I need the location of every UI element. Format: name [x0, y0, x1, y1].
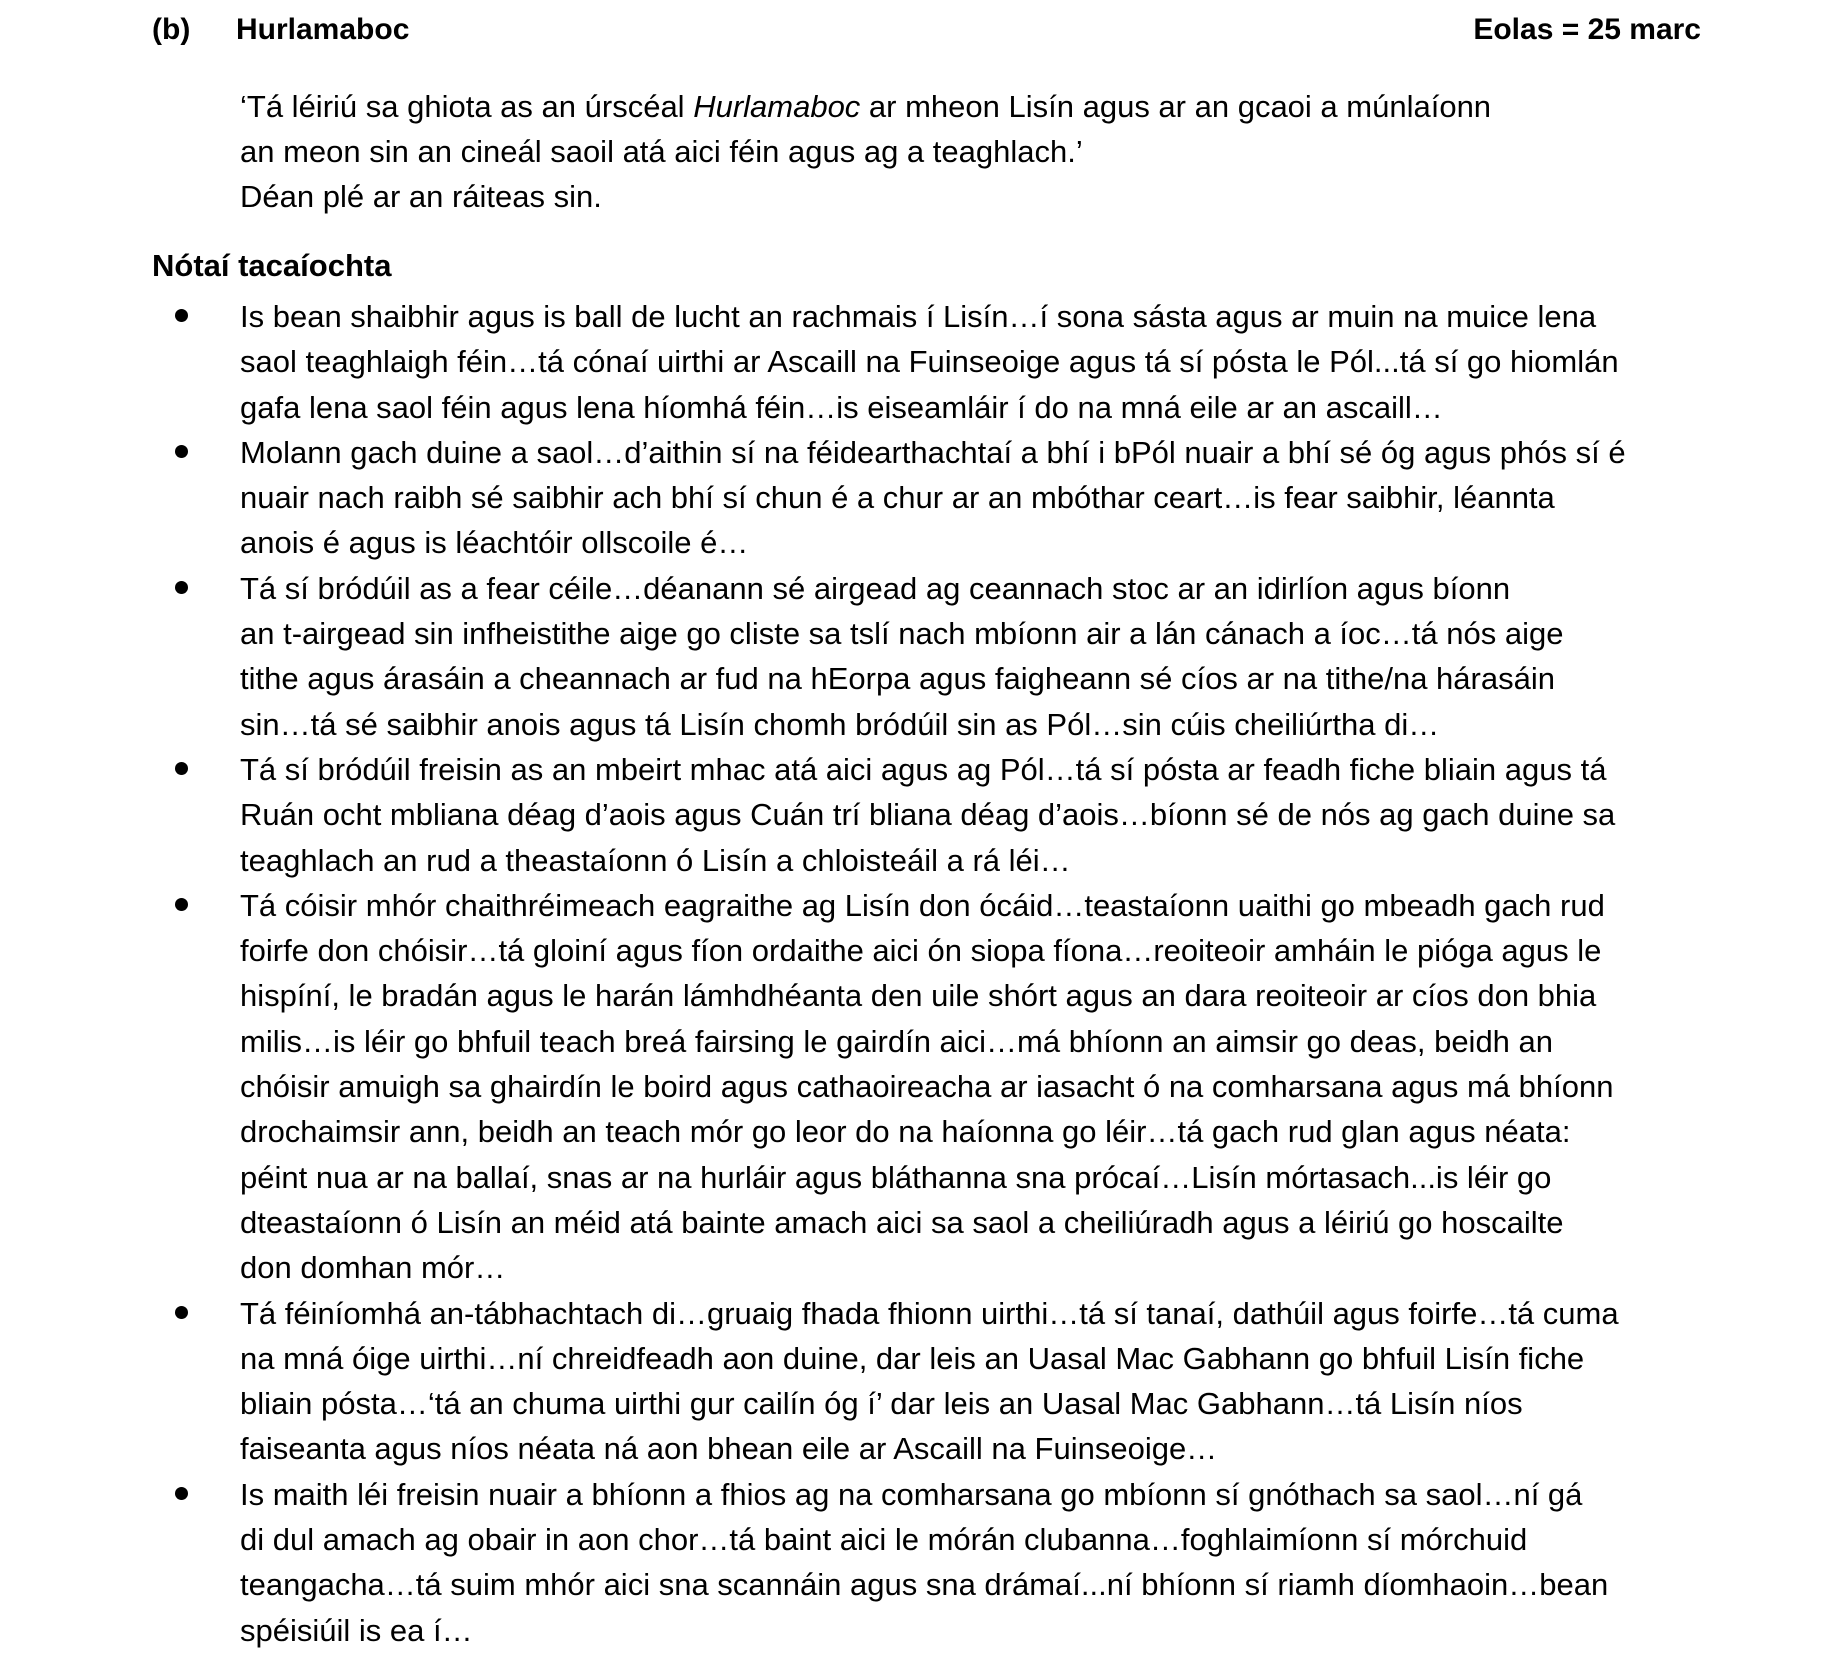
- bullet-dot-icon: [175, 1306, 188, 1319]
- note-line: teaghlach an rud a theastaíonn ó Lisín a chloisteáil a rá léi…: [240, 842, 1071, 878]
- notes-heading: Nótaí tacaíochta: [152, 248, 392, 283]
- note-bullet: [0, 566, 1821, 747]
- note-line: Tá sí bródúil freisin as an mbeirt mhac atá aici agus ag Pól…tá sí pósta ar feadh fiche bliain agus tá: [240, 751, 1607, 787]
- part-label: (b): [152, 13, 191, 46]
- note-line: Molann gach duine a saol…d’aithin sí na féidearthachtaí a bhí i bPól nuair a bhí sé óg agus phós sí é: [240, 434, 1626, 470]
- marks-label: Eolas = 25 marc: [1473, 13, 1701, 46]
- note-line: Ruán ocht mbliana déag d’aois agus Cuán trí bliana déag d’aois…bíonn sé de nós ag gach duine sa: [240, 797, 1616, 833]
- note-line: an t-airgead sin infheistithe aige go cliste sa tslí nach mbíonn air a lán cánach a íoc…tá nós aige: [240, 616, 1564, 652]
- question-text: [240, 84, 1660, 219]
- note-line: anois é agus is léachtóir ollscoile é…: [240, 525, 749, 561]
- bullet-dot-icon: [175, 898, 188, 911]
- note-line: milis…is léir go bhfuil teach breá fairsing le gairdín aici…má bhíonn an aimsir go deas, beidh an: [240, 1023, 1554, 1059]
- note-line: tithe agus árasáin a cheannach ar fud na hEorpa agus faigheann sé cíos ar na tithe/na hárasáin: [240, 661, 1555, 697]
- question-instruction: Déan plé ar an ráiteas sin.: [240, 179, 602, 214]
- note-bullet: [0, 1472, 1821, 1653]
- question-line: ‘Tá léiriú sa ghiota as an úrscéal Hurlamaboc ar mheon Lisín agus ar an gcaoi a múnlaíonn: [240, 89, 1492, 124]
- note-line: Tá féiníomhá an-tábhachtach di…gruaig fhada fhionn uirthi…tá sí tanaí, dathúil agus foirfe…tá cuma: [240, 1295, 1619, 1331]
- note-line: na mná óige uirthi…ní chreidfeadh aon duine, dar leis an Uasal Mac Gabhann go bhfuil Lisín fiche: [240, 1340, 1585, 1376]
- bullet-dot-icon: [175, 581, 188, 594]
- note-bullet: [0, 1291, 1821, 1472]
- note-line: don domhan mór…: [240, 1250, 506, 1286]
- note-line: hispíní, le bradán agus le harán lámhdhéanta den uile shórt agus an dara reoiteoir ar cíos don bhia: [240, 978, 1597, 1014]
- note-line: nuair nach raibh sé saibhir ach bhí sí chun é a chur ar an mbóthar ceart…is fear saibhir, léannta: [240, 480, 1555, 516]
- question-line: an meon sin an cineál saoil atá aici féin agus ag a teaghlach.’: [240, 134, 1083, 169]
- bullet-dot-icon: [175, 1487, 188, 1500]
- novel-title: Hurlamaboc: [693, 89, 861, 124]
- note-line: drochaimsir ann, beidh an teach mór go leor do na haíonna go léir…tá gach rud glan agus néata:: [240, 1114, 1571, 1150]
- section-title: Hurlamaboc: [236, 13, 410, 46]
- note-line: gafa lena saol féin agus lena híomhá féin…is eiseamláir í do na mná eile ar an ascaill…: [240, 389, 1443, 425]
- bullet-dot-icon: [175, 445, 188, 458]
- note-line: sin…tá sé saibhir anois agus tá Lisín chomh bródúil sin as Pól…sin cúis cheiliúrtha di…: [240, 706, 1440, 742]
- note-line: péint nua ar na ballaí, snas ar na hurláir agus bláthanna sna prócaí…Lisín mórtasach...is léir go: [240, 1159, 1552, 1195]
- note-line: Is maith léi freisin nuair a bhíonn a fhios ag na comharsana go mbíonn sí gnóthach sa saol…ní gá: [240, 1476, 1583, 1512]
- note-bullet: [0, 883, 1821, 1291]
- note-line: Is bean shaibhir agus is ball de lucht an rachmais í Lisín…í sona sásta agus ar muin na muice lena: [240, 299, 1597, 334]
- note-line: saol teaghlaigh féin…tá cónaí uirthi ar Ascaill na Fuinseoige agus tá sí pósta le Pól...tá sí go hiomlán: [240, 344, 1619, 380]
- note-line: faiseanta agus níos néata ná aon bhean eile ar Ascaill na Fuinseoige…: [240, 1431, 1218, 1467]
- bullet-dot-icon: [175, 762, 188, 775]
- bullet-dot-icon: [175, 309, 188, 322]
- note-line: Tá sí bródúil as a fear céile…déanann sé airgead ag ceannach stoc ar an idirlíon agus bíonn: [240, 570, 1511, 606]
- note-line: bliain pósta…‘tá an chuma uirthi gur cailín óg í’ dar leis an Uasal Mac Gabhann…tá Lisín níos: [240, 1386, 1523, 1422]
- note-bullet: [0, 294, 1821, 430]
- note-bullet: [0, 747, 1821, 883]
- note-line: foirfe don chóisir…tá gloiní agus fíon ordaithe aici ón siopa fíona…reoiteoir amháin le pióga agus le: [240, 933, 1602, 969]
- note-line: di dul amach ag obair in aon chor…tá baint aici le mórán clubanna…foghlaimíonn sí mórchuid: [240, 1522, 1528, 1558]
- section-header: [152, 10, 1701, 50]
- notes-bullet-list: [0, 294, 1821, 1653]
- note-bullet: [0, 430, 1821, 566]
- note-line: chóisir amuigh sa ghairdín le boird agus cathaoireacha ar iasacht ó na comharsana agus má bhíonn: [240, 1069, 1614, 1105]
- note-line: spéisiúil is ea í…: [240, 1612, 473, 1648]
- note-line: teangacha…tá suim mhór aici sna scannáin agus sna drámaí...ní bhíonn sí riamh díomhaoin…bean: [240, 1567, 1609, 1603]
- note-line: Tá cóisir mhór chaithréimeach eagraithe ag Lisín don ócáid…teastaíonn uaithi go mbeadh gach rud: [240, 887, 1605, 923]
- note-line: dteastaíonn ó Lisín an méid atá bainte amach aici sa saol a cheiliúradh agus a léiriú go hoscailte: [240, 1204, 1564, 1240]
